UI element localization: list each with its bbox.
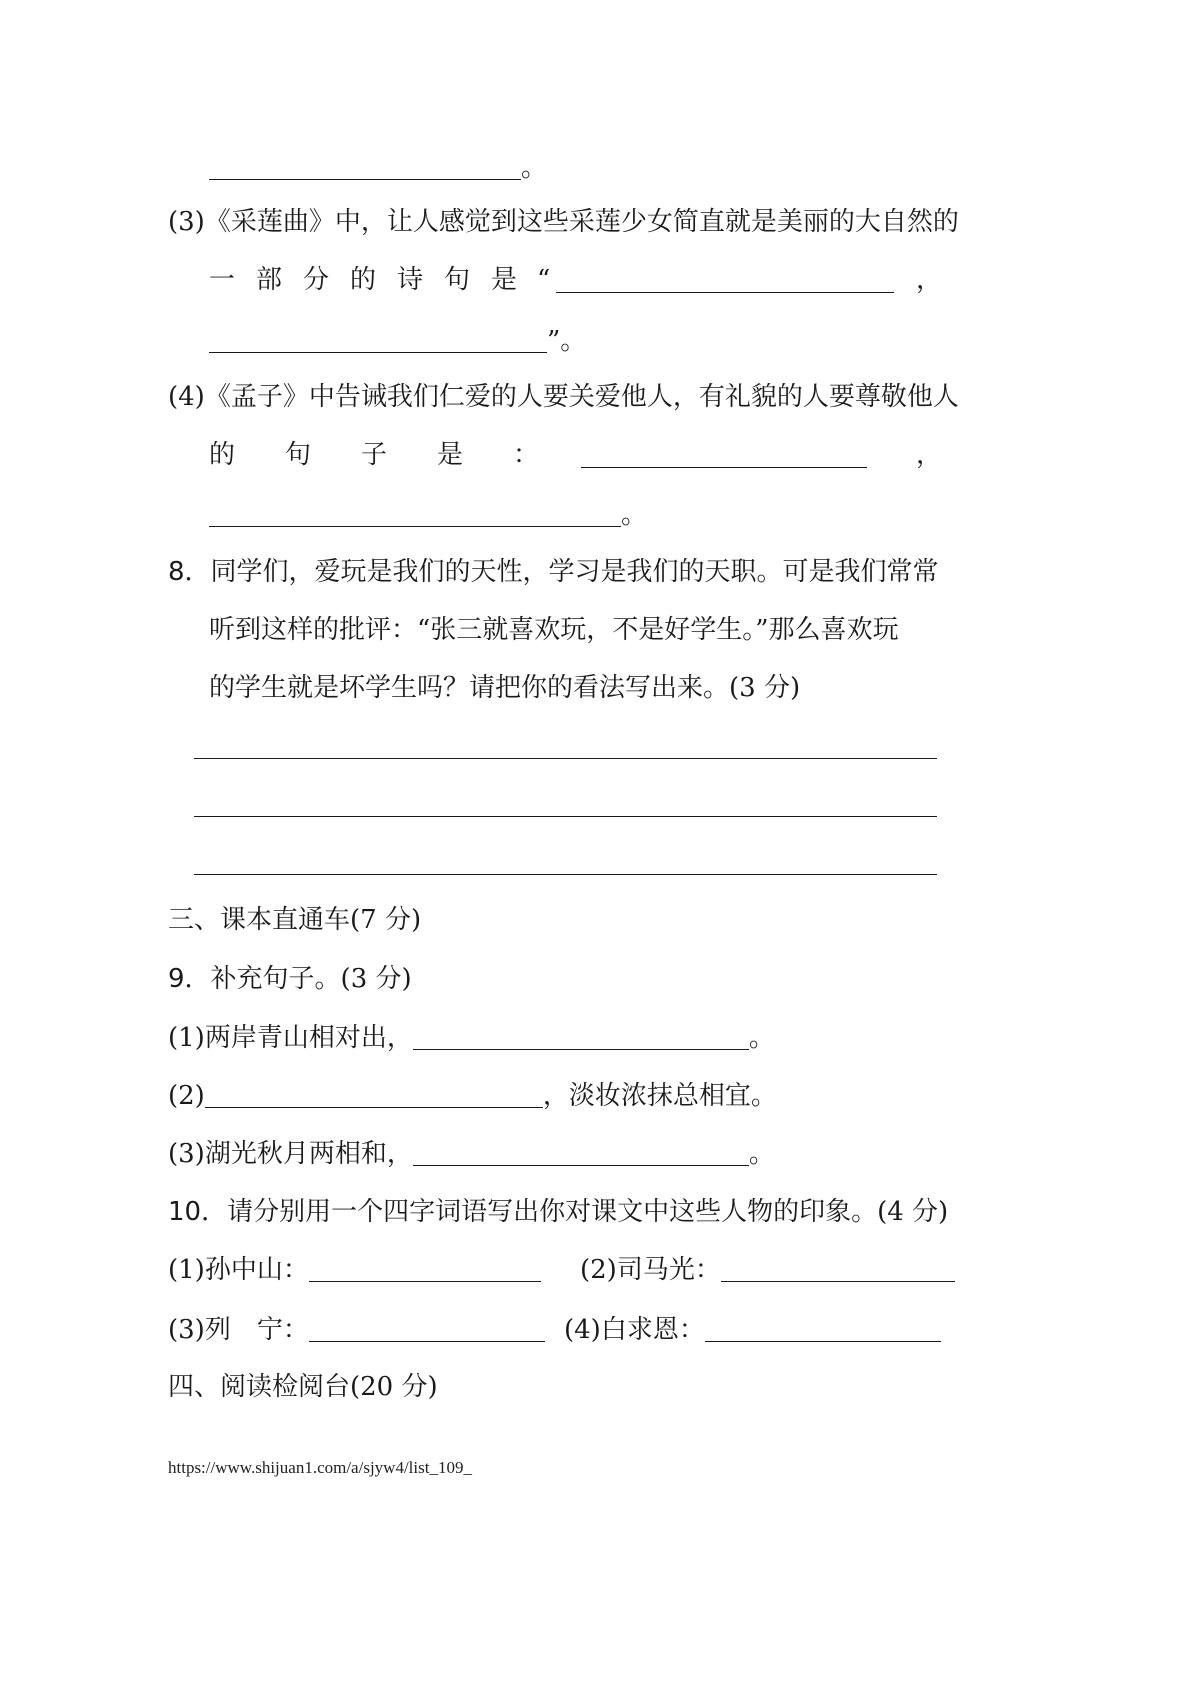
answer-blank[interactable]: [309, 1255, 541, 1282]
spaced-char: 分: [303, 265, 330, 295]
answer-blank[interactable]: [413, 1139, 749, 1166]
q9-item-1: (1)两岸青山相对出， 。: [168, 1023, 775, 1053]
q8-line2: 听到这样的批评：“张三就喜欢玩，不是好学生。”那么喜欢玩: [209, 615, 899, 645]
question-number: 10．: [168, 1197, 228, 1227]
spaced-char: 是: [437, 440, 464, 470]
q10-item-2: (2)司马光：: [580, 1253, 955, 1287]
q8-line1: 8．同学们，爱玩是我们的天性，学习是我们的天职。可是我们常常: [168, 557, 939, 587]
answer-blank[interactable]: [205, 1081, 543, 1108]
q8-line3: 的学生就是坏学生吗？请把你的看法写出来。(3 分): [209, 673, 801, 703]
answer-blank[interactable]: [309, 1315, 545, 1342]
spaced-char: 的: [350, 265, 377, 295]
answer-blank[interactable]: [556, 292, 894, 293]
question-number: 9．: [168, 964, 211, 994]
q9-title: 9．补充句子。(3 分): [168, 964, 412, 994]
q10-item-1: (1)孙中山：: [168, 1253, 541, 1287]
answer-blank[interactable]: [705, 1315, 941, 1342]
q7-3-comma: ，: [916, 265, 943, 295]
q10-title: 10．请分别用一个四字词语写出你对课文中这些人物的印象。(4 分): [168, 1197, 949, 1227]
question-number: 8．: [168, 557, 211, 587]
section-heading: 三、课本直通车(7 分): [168, 905, 422, 935]
answer-blank[interactable]: [209, 500, 621, 527]
spaced-char: 部: [256, 265, 283, 295]
answer-blank[interactable]: [581, 467, 867, 468]
answer-blank[interactable]: [721, 1255, 955, 1282]
q7-3-open-quote: “: [537, 265, 551, 295]
footer-url[interactable]: https://www.shijuan1.com/a/sjyw4/list_109_: [168, 1458, 472, 1477]
spaced-char: 子: [361, 440, 388, 470]
q10-item-3: (3)列 宁：: [168, 1313, 545, 1347]
spaced-char: 一: [209, 265, 236, 295]
spaced-char: 的: [209, 440, 236, 470]
q7-3-line1: (3)《采莲曲》中，让人感觉到这些采莲少女简直就是美丽的大自然的: [168, 207, 959, 237]
spaced-char: 诗: [397, 265, 424, 295]
q10-item-4: (4)白求恩：: [564, 1313, 941, 1347]
q7-4-comma: ，: [916, 440, 943, 470]
answer-blank[interactable]: [209, 153, 521, 180]
spaced-char: 句: [444, 265, 471, 295]
spaced-char: 是: [491, 265, 518, 295]
q9-item-3: (3)湖光秋月两相和， 。: [168, 1139, 775, 1169]
spaced-char: ：: [513, 440, 540, 470]
q7-4-line1: (4)《孟子》中告诫我们仁爱的人要关爱他人，有礼貌的人要尊敬他人: [168, 382, 959, 412]
q7-4-line3: 。: [209, 498, 647, 532]
answer-line[interactable]: [194, 758, 937, 759]
q7-continuation-line: 。: [209, 151, 547, 185]
answer-line[interactable]: [194, 874, 937, 875]
answer-line[interactable]: [194, 816, 937, 817]
answer-blank[interactable]: [413, 1023, 749, 1050]
q7-3-line3: ”。: [209, 324, 586, 358]
section-heading: 四、阅读检阅台(20 分): [168, 1372, 438, 1402]
answer-blank[interactable]: [209, 326, 547, 353]
q9-item-2: (2) ，淡妆浓抹总相宜。: [168, 1081, 777, 1111]
spaced-char: 句: [285, 440, 312, 470]
